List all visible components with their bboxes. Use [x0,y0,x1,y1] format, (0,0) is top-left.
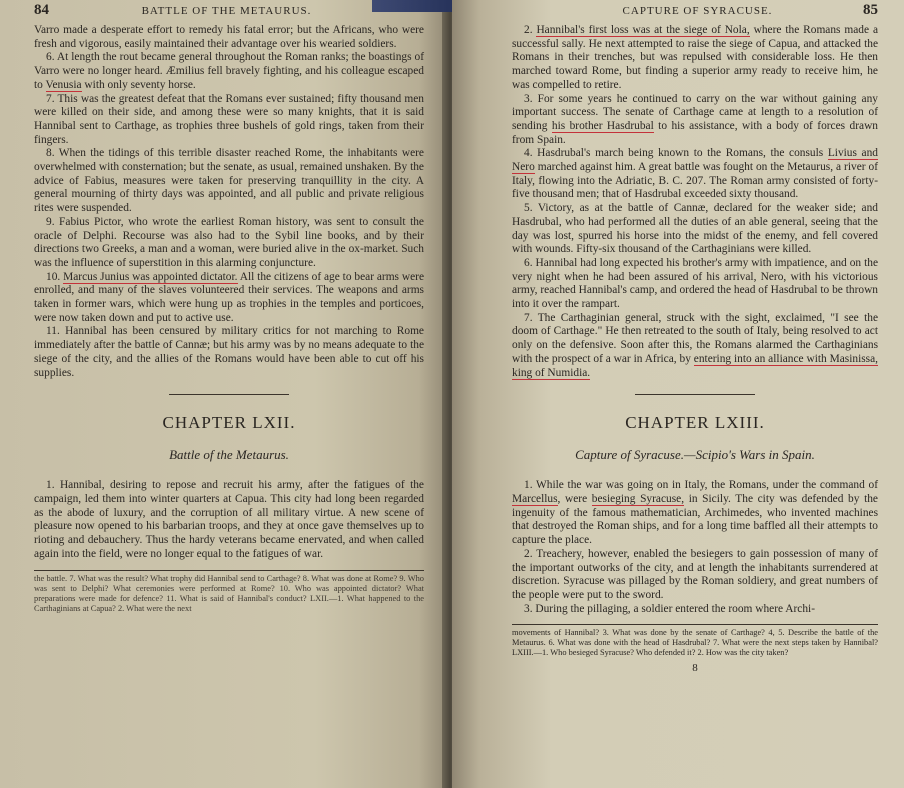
underlined-text: Marcus Junius was appointed dictator. [63,270,238,283]
paragraph-text: with only seventy horse. [81,78,196,91]
questions-rule [512,624,878,625]
paragraph-text: , were [557,492,592,505]
right-page-number: 85 [862,2,878,18]
right-body-text [512,24,878,380]
chapter-title: CHAPTER LXIII. [625,413,765,433]
paragraph [512,147,878,202]
paragraph: 2. Treachery, however, enabled the besiegers to gain possession of many of the important outworks of the city, and at length the inhabitants surrendered at discretion. Syracuse was pillaged by the Roman soldiery, and great numbers of the people were put to the sword. [512,547,878,601]
underlined-text: Livius and Nero [512,147,879,174]
paragraph [512,93,878,148]
chapter-subtitle: Capture of Syracuse.—Scipio's Wars in Spain. [575,447,815,463]
right-running-head [512,2,878,24]
underlined-text: entering into an alliance with Masinissa, king of Numidia. [512,352,879,379]
paragraph-text: 3. For some years he continued to carry on the war without gaining any important success. The senate of Carthage came at length to a resolution of sending [512,92,878,132]
signature-mark: 8 [692,662,698,675]
paragraph-text: where the Romans made a successful sally. He next attempted to raise the siege of Capua, and attacked the Romans in their trenches, but was repulsed with considerable loss. He then marched toward Rome, but finding a superior army ready to receive him, he was compelled to retire. [512,24,879,91]
chapter-subtitle: Battle of the Metaurus. [169,447,289,463]
paragraph-text: 4. Hasdrubal's march being known to the Romans, the consuls [524,147,828,160]
right-running-title: CAPTURE OF SYRACUSE. [622,5,773,17]
left-page-number: 84 [34,2,49,18]
left-chapter-text [34,479,424,561]
right-questions [512,628,878,658]
left-body-text [34,24,424,380]
paragraph [512,312,878,381]
left-running-title: BATTLE OF THE METAURUS. [141,5,312,17]
paragraph: 1. Hannibal, desiring to repose and recruit his army, after the fatigues of the campaign, led them into winter quarters at Capua. This city had long been regarded as the abode of luxury, and the corruption of all military virtue. A new scene of pleasure now opened to his barbarian troops, and they at once gave themselves up to rioting and debauchery. Thus the hardy veterans became enervated, and when called again into the field, were no longer equal to the fatigues of war. [34,479,424,560]
underlined-text: besieging Syracuse, [591,492,685,505]
paragraph: 6. Hannibal had long expected his brother's army with impatience, and on the very night when he had been assured of his arrival, Nero, with his victorious army, reached Hannibal's camp, and ordered the head of Hasdrubal to be thrown into it over the rampart. [512,256,878,311]
paragraph-text: marched against him. A great battle was fought on the Metaurus, a river of Italy, flowing into the Adriatic, B. C. 207. The Roman army consisted of forty-five thousand men; that of Hasdrubal exceeded sixty thousand. [512,161,878,201]
paragraph [512,479,878,548]
right-questions-text: movements of Hannibal? 3. What was done by the senate of Carthage? 4, 5. Describe the battle of the Metaurus. 6. What was done with the head of Hasdrubal? 7. What were the next steps taken by Hannibal? LXIII.—1. Who besieged Syracuse? Who defended it? 2. How was the city taken? [512,628,878,658]
paragraph: 3. During the pillaging, a soldier entered the room where Archi- [524,602,816,615]
chapter-divider [635,394,755,395]
paragraph-text: to his assistance, with a body of forces drawn from Spain. [512,119,878,146]
underlined-text: his brother Hasdrubal [551,119,654,132]
book-cover-edge [372,0,452,12]
paragraph [512,24,878,93]
paragraph-text: 7. The Carthaginian general, struck with the sight, exclaimed, "I see the doom of Carthage." He then retreated to the south of Italy, being resolved to act only on the defensive. Soon after this, the Romans alarmed the Carthaginians with the prospect of a war in Africa, by [512,311,878,365]
paragraph: 5. Victory, as at the battle of Cannæ, declared for the weaker side; and Hasdrubal, who had performed all the duties of an able general, seeing that the day was lost, spurred his horse into the midst of the enemy, and fell covered with wounds. Fifty-six thousand of the Carthaginians were killed. [512,202,878,256]
right-page [452,0,904,788]
paragraph-text: 6. At length the rout became general throughout the Roman ranks; the boastings of Varro were no longer heard. Æmilius fell bravely fighting, and his colleague escaped to [34,51,424,91]
questions-rule [34,570,424,571]
paragraph [34,51,424,92]
right-chapter-text [512,479,878,616]
paragraph-text: 2. [524,24,537,36]
paragraph: 9. Fabius Pictor, who wrote the earliest Roman history, was sent to consult the oracle of Delphi. Recourse was also had to the Sybil line books, and by their directions two Greeks, a man and a woman, were buried alive in the ox-market. Such was the influence of superstition in this alarming conjuncture. [34,215,424,269]
paragraph-text: 1. While the war was going on in Italy, the Romans, under the command of [524,479,878,492]
paragraph-text: in Sicily. The city was defended by the ingenuity of the famous mathematician, Archimedes, who invented machines that destroyed the Roman ships, and for a long time baffled all their attempts to capture the place. [512,492,878,547]
chapter-divider [169,394,289,395]
paragraph: 8. When the tidings of this terrible disaster reached Rome, the inhabitants were overwhelmed with consternation; but the senate, as usual, remained unshaken. By the advice of Fabius, measures were taken for preserving tranquillity in the city. A general mourning of thirty days was appointed, and all public and private religious rites were suspended. [34,147,424,215]
chapter-title: CHAPTER LXII. [162,413,296,433]
paragraph-text: 10. [46,270,64,283]
left-running-head [34,2,424,24]
underlined-text: Venusia [45,78,82,91]
left-questions [34,574,424,614]
underlined-text: Marcellus [512,492,558,505]
paragraph: Varro made a desperate effort to remedy his fatal error; but the Africans, who were fresh and vigorous, easily maintained their advantage over his wearied soldiers. [34,24,424,50]
paragraph: 11. Hannibal has been censured by military critics for not marching to Rome immediately after the battle of Cannæ; but his army was by no means adequate to the siege of the city, and the allies of the Romans would have been able to cut off his supplies. [34,325,424,379]
paragraph: 7. This was the greatest defeat that the Romans ever sustained; fifty thousand men were killed on their side, and among these were so many knights, that it is said Hannibal sent to Carthage, as trophies three bushels of gold rings, taken from their fingers. [34,92,424,146]
paragraph [34,271,424,326]
left-questions-text: the battle. 7. What was the result? What trophy did Hannibal send to Carthage? 8. What was done at Rome? 9. Who was sent to Delphi? What ceremonies were performed at Rome? 10. Who was appointed dictator? What preparations were made for defence? 11. What is said of Hannibal's conduct? LXII.—1. What happened to the Carthaginians at Capua? 2. What were the next [34,573,424,613]
left-page [0,0,450,788]
paragraph-text: All the citizens of age to bear arms were enrolled, and many of the slaves volunteered their services. The weapons and arms taken in former wars, which were hung up as trophies in the temples and porticoes, were now taken down and put to active use. [34,270,424,324]
underlined-text: Hannibal's first loss was at the siege of Nola, [536,24,750,36]
